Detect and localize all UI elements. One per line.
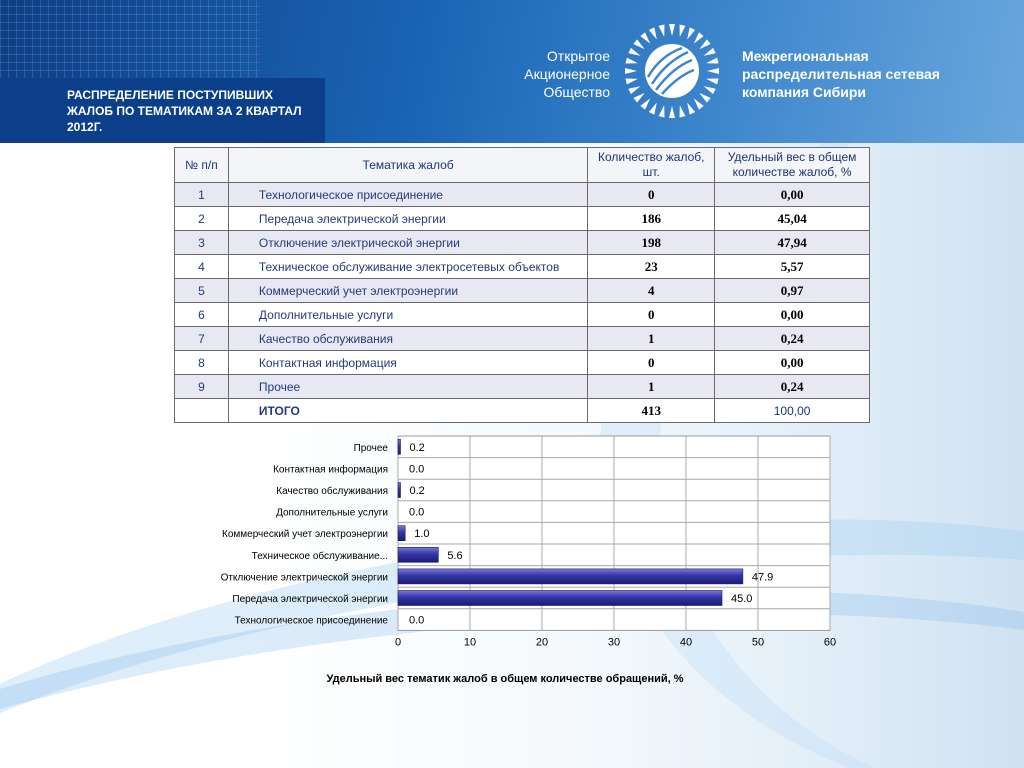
data-label: 45.0 bbox=[731, 593, 753, 605]
row-topic: Прочее bbox=[228, 375, 587, 399]
row-num: 3 bbox=[175, 231, 229, 255]
table-row bbox=[175, 231, 870, 255]
y-tick-label: Технологическое присоединение bbox=[234, 615, 388, 627]
y-tick-label: Прочее bbox=[353, 442, 388, 454]
row-share: 47,94 bbox=[715, 231, 870, 255]
logo-ray bbox=[697, 39, 710, 51]
row-topic: Передача электрической энергии bbox=[228, 207, 587, 231]
header-topic: Тематика жалоб bbox=[228, 148, 587, 183]
logo-ray bbox=[628, 83, 641, 94]
y-tick-label: Контактная информация bbox=[273, 464, 388, 476]
total-share: 100,00 bbox=[715, 399, 870, 423]
logo-ray bbox=[633, 90, 646, 102]
x-tick-label: 60 bbox=[823, 636, 837, 649]
row-share: 0,00 bbox=[715, 351, 870, 375]
data-label: 0.0 bbox=[409, 506, 425, 519]
header-num: № п/п bbox=[175, 148, 229, 183]
bar bbox=[398, 483, 401, 498]
data-label: 0.2 bbox=[409, 485, 425, 497]
row-topic: Контактная информация bbox=[228, 351, 587, 375]
y-tick-label: Дополнительные услуги bbox=[276, 507, 388, 519]
logo-ray bbox=[691, 96, 703, 109]
row-share: 0,97 bbox=[715, 279, 870, 303]
header-count: Количество жалоб, шт. bbox=[588, 148, 715, 183]
logo-ray bbox=[640, 32, 652, 45]
total-num-cell bbox=[175, 399, 229, 423]
table-row bbox=[175, 351, 870, 375]
logo-ray bbox=[633, 39, 646, 51]
row-share: 0,24 bbox=[715, 327, 870, 351]
company-name-line: компания Сибири bbox=[742, 84, 867, 100]
logo-ray bbox=[626, 76, 639, 85]
row-count: 0 bbox=[588, 351, 715, 375]
row-count: 0 bbox=[588, 183, 715, 207]
data-label: 1.0 bbox=[414, 528, 430, 541]
total-label: ИТОГО bbox=[228, 399, 587, 423]
org-type-line: Общество bbox=[543, 84, 610, 100]
row-count: 4 bbox=[588, 279, 715, 303]
table-row bbox=[175, 183, 870, 207]
row-topic: Коммерческий учет электроэнергии bbox=[228, 279, 587, 303]
bar bbox=[398, 547, 438, 562]
logo-ray bbox=[640, 96, 652, 109]
complaints-table bbox=[174, 147, 870, 423]
row-num: 1 bbox=[175, 183, 229, 207]
table-row bbox=[175, 303, 870, 327]
logo-ray bbox=[697, 90, 710, 102]
x-tick-label: 50 bbox=[751, 636, 765, 649]
row-share: 0,00 bbox=[715, 183, 870, 207]
sun-globe-logo-icon bbox=[614, 22, 730, 120]
header-share: Удельный вес в общем количестве жалоб, % bbox=[715, 148, 870, 183]
logo-ray bbox=[705, 58, 718, 67]
y-tick-label: Отключение электрической энергии bbox=[220, 572, 388, 584]
logo-ray bbox=[628, 48, 641, 59]
table-row bbox=[175, 375, 870, 399]
x-tick-label: 30 bbox=[607, 636, 621, 649]
data-label: 0.2 bbox=[409, 441, 425, 454]
company-name-line: Межрегиональная bbox=[742, 48, 869, 64]
row-num: 7 bbox=[175, 327, 229, 351]
share-bar-chart bbox=[180, 430, 880, 650]
x-tick-label: 20 bbox=[535, 636, 549, 649]
bar bbox=[398, 439, 401, 454]
row-topic: Отключение электрической энергии bbox=[228, 231, 587, 255]
data-label: 0.0 bbox=[409, 463, 425, 476]
row-num: 4 bbox=[175, 255, 229, 279]
y-tick-label: Передача электрической энергии bbox=[232, 594, 388, 605]
data-label: 5.6 bbox=[447, 549, 463, 562]
logo-ray bbox=[649, 27, 660, 40]
row-share: 45,04 bbox=[715, 207, 870, 231]
logo-ray bbox=[677, 104, 686, 117]
bar bbox=[398, 591, 722, 606]
table-row bbox=[175, 327, 870, 351]
row-count: 198 bbox=[588, 231, 715, 255]
logo-ray bbox=[705, 76, 718, 85]
x-tick-label: 40 bbox=[679, 636, 693, 649]
logo-ray bbox=[659, 25, 668, 38]
row-count: 186 bbox=[588, 207, 715, 231]
logo-ray bbox=[691, 32, 703, 45]
logo-ray bbox=[684, 27, 695, 40]
total-count: 413 bbox=[588, 399, 715, 423]
table-total-row bbox=[175, 399, 870, 423]
table-header-row bbox=[175, 148, 870, 183]
row-count: 1 bbox=[588, 327, 715, 351]
row-topic: Технологическое присоединение bbox=[228, 183, 587, 207]
logo-ray bbox=[702, 83, 715, 94]
slide-title-box bbox=[0, 78, 325, 143]
row-num: 6 bbox=[175, 303, 229, 327]
y-tick-label: Качество обслуживания bbox=[276, 486, 388, 497]
row-share: 0,24 bbox=[715, 375, 870, 399]
logo-ray bbox=[669, 106, 675, 118]
row-topic: Качество обслуживания bbox=[228, 327, 587, 351]
row-topic: Техническое обслуживание электросетевых объектов bbox=[228, 255, 587, 279]
row-share: 5,57 bbox=[715, 255, 870, 279]
row-count: 0 bbox=[588, 303, 715, 327]
logo-ray bbox=[625, 68, 637, 74]
company-name bbox=[742, 47, 1002, 101]
data-label: 0.0 bbox=[409, 614, 425, 627]
y-tick-label: Техническое обслуживание... bbox=[251, 550, 388, 562]
table-row bbox=[175, 279, 870, 303]
logo-ray bbox=[684, 101, 695, 114]
y-tick-label: Коммерческий учет электроэнергии bbox=[222, 529, 388, 541]
data-label: 47.9 bbox=[751, 571, 774, 584]
logo-ray bbox=[669, 24, 675, 36]
chart-x-axis-label: Удельный вес тематик жалоб в общем количестве обращений, % bbox=[326, 673, 684, 685]
logo-ray bbox=[649, 101, 660, 114]
org-type-line: Открытое bbox=[546, 48, 610, 64]
table-row bbox=[175, 255, 870, 279]
row-share: 0,00 bbox=[715, 303, 870, 327]
logo-ray bbox=[626, 58, 639, 67]
logo-ray bbox=[707, 68, 719, 74]
row-count: 1 bbox=[588, 375, 715, 399]
x-tick-label: 10 bbox=[463, 636, 477, 649]
row-topic: Дополнительные услуги bbox=[228, 303, 587, 327]
row-num: 5 bbox=[175, 279, 229, 303]
org-type-label bbox=[500, 47, 610, 101]
logo-ray bbox=[702, 48, 715, 59]
company-name-line: распределительная сетевая bbox=[742, 66, 940, 82]
row-count: 23 bbox=[588, 255, 715, 279]
table-row bbox=[175, 207, 870, 231]
org-type-line: Акционерное bbox=[524, 66, 610, 82]
x-tick-label: 0 bbox=[394, 636, 402, 649]
bar bbox=[398, 526, 405, 541]
row-num: 8 bbox=[175, 351, 229, 375]
row-num: 2 bbox=[175, 207, 229, 231]
table-body bbox=[175, 183, 870, 399]
row-num: 9 bbox=[175, 375, 229, 399]
bar bbox=[398, 569, 743, 584]
slide-title: РАСПРЕДЕЛЕНИЕ ПОСТУПИВШИХ ЖАЛОБ ПО ТЕМАТИКАМ ЗА 2 КВАРТАЛ 2012Г. bbox=[67, 88, 302, 134]
logo-ray bbox=[659, 104, 668, 117]
logo-ray bbox=[677, 25, 686, 38]
